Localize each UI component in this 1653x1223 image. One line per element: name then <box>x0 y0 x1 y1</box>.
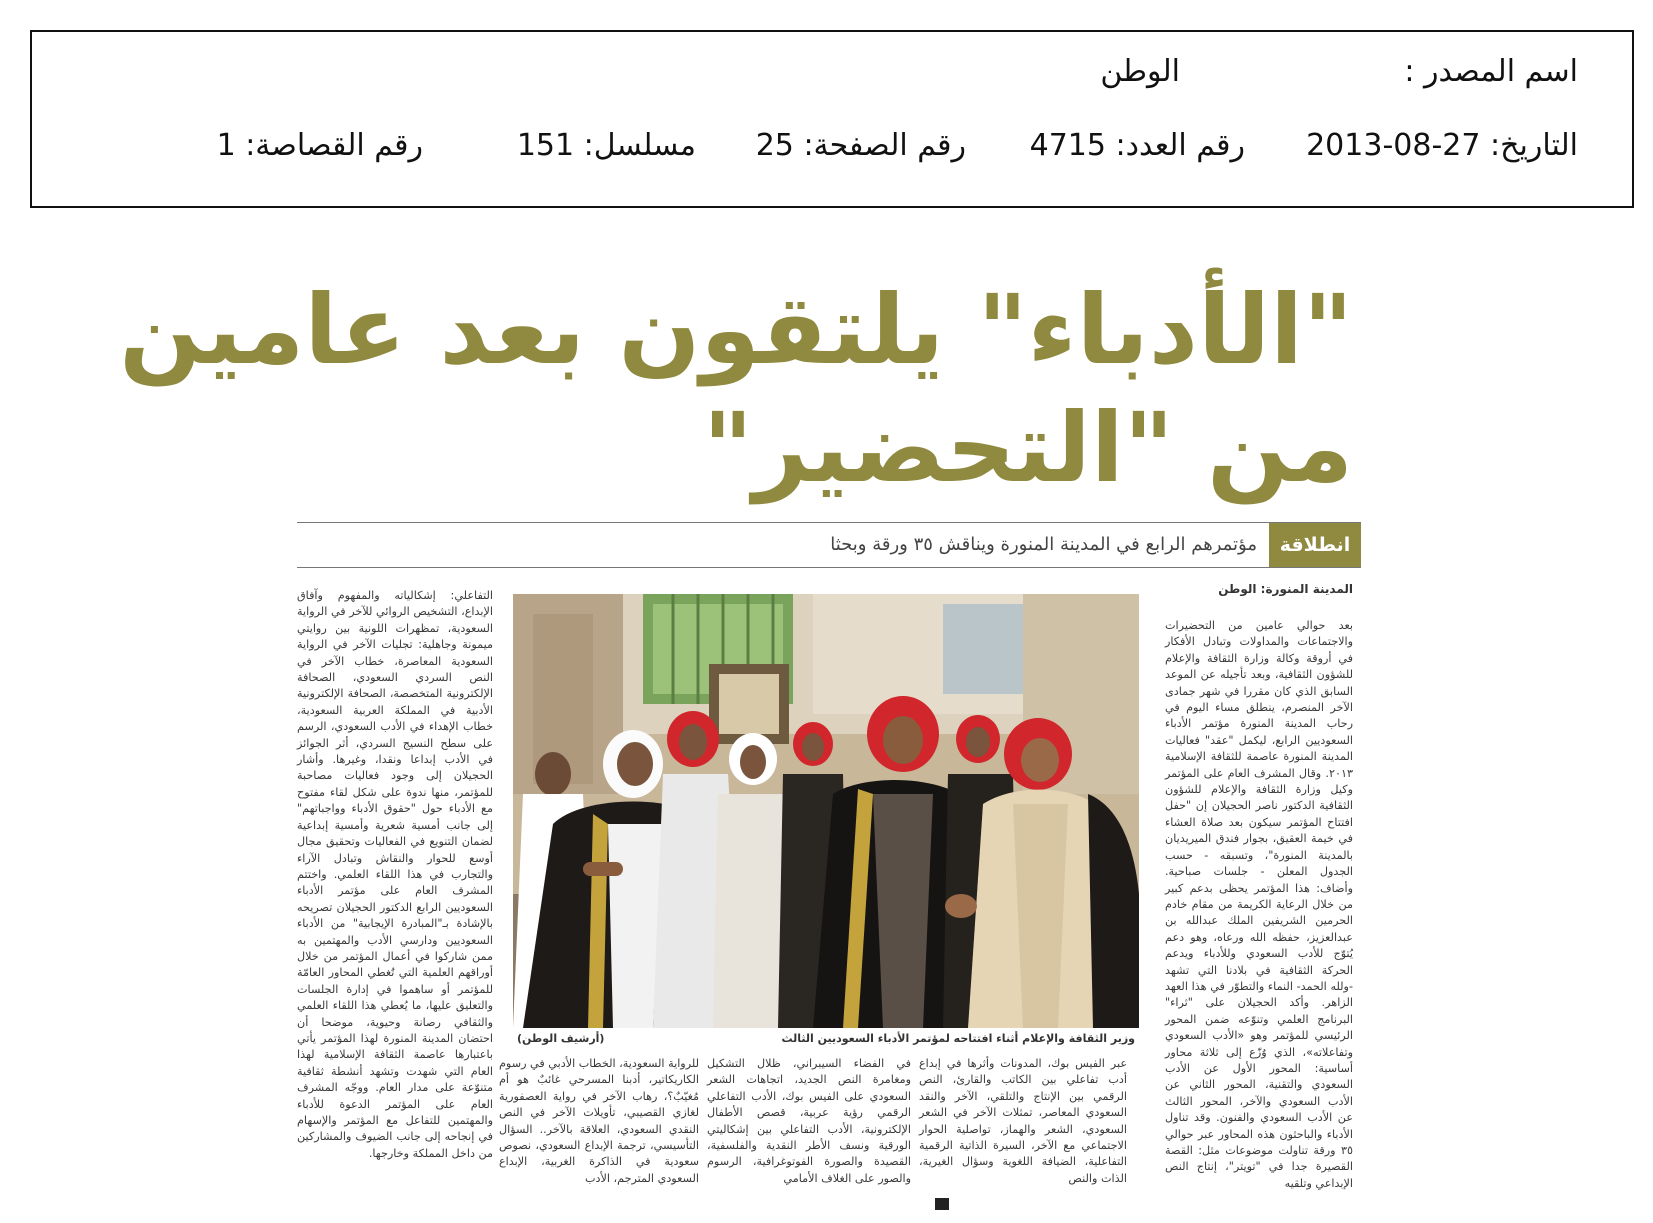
source-value: الوطن <box>1100 54 1180 89</box>
kicker-label: انطلاقة <box>1269 523 1361 567</box>
meta-row <box>78 128 1578 168</box>
source-label: اسم المصدر : <box>1404 54 1578 89</box>
column-text: بعد حوالي عامين من التحضيرات والاجتماعات والمداولات وتبادل الأفكار في أروقة وكالة وزارة الثقافة والإعلام للشؤون الثقافية، وبعد تأجيله عن الموعد السابق الذي كان مقررا في شهر جمادى الآخر المنصرم، ينطلق مساء اليوم في رحاب المدينة المنورة مؤتمر الأدباء السعوديين الرابع، ليكمل "عقد" فعاليات المدينة المنورة عاصمة للثقافة الإسلامية ٢٠١٣. وقال المشرف العام على المؤتمر وكيل وزارة الثقافة والإعلام للشؤون الثقافية الدكتور ناصر الحجيلان إن "حفل افتتاح المؤتمر سيكون بعد صلاة العشاء في خيمة العقيق، بجوار فندق الميريديان بالمدينة المنورة"، وتسبقه - حسب الجدول المعلن - جلسات صباحية. وأضاف: هذا المؤتمر يحظى بدعم كبير من خلال الرعاية الكريمة من مقام خادم الحرمين الشريفين الملك عبدالله بن عبدالعزيز، حفظه الله ورعاه، وهو دعم يُتوّج للأدب السعودي وللأدباء ويدعم الحركة الثقافية في بلادنا التي تشهد -ولله الحمد- النماء والتطوّر في هذا العهد الزاهر. وأكد الحجيلان على "ثراء" البرنامج العلمي وتنوّعه ضمن المحور الرئيسي للمؤتمر وهو «الأدب السعودي وتفاعلاته»، الذي وُزّع إلى ثلاثة محاور أساسية: المحور الأول عن الأدب السعودي والتقنية، المحور الثاني عن الأدب السعودي والآخر، المحور الثالث عن الأدب السعودي والفنون. وقد تناول الأدباء والباحثون هذه المحاور عبر حوالي ٣٥ ورقة تناولت موضوعات مثل: القصة القصيرة جدا في "تويتر"، إنتاج النص الإبداعي وتلقيه <box>1165 619 1353 1190</box>
column-text: في الفضاء السيبراني، ظلال التشكيل ومغامرة النص الجديد، اتجاهات الشعر السعودي على الفيس بوك، الأدب التفاعلي الرقمي رؤية عربية، قصص الأطفال الإلكترونية، الأدب التفاعلي بين إشكاليتي الورقية ونسف الأطر النقدية والفلسفية، القصيدة والصورة الفوتوغرافية، الرسوم والصور على الغلاف الأمامي <box>707 1057 911 1185</box>
column-text: للرواية السعودية، الخطاب الأدبي في رسوم الكاريكاتير، أدبنا المسرحي غائبٌ هو أم مُغيّبٌ؟، رهاب الآخر في رواية العصفورية لغازي القصيبي، تأويلات الآخر في النص النقدي السعودي، العلاقة بالآخر.. السؤال التأسيسي، ترجمة الإبداع السعودي، نصوص سعودية في الذاكرة الغربية، الإبداع السعودي المترجم، الأدب <box>499 1057 699 1185</box>
column-text: التفاعلي: إشكالياته والمفهوم وآفاق الإبداع، التشخيص الروائي للآخر في الرواية السعودية، تمظهرات اللونية بين روايتي ميمونة وجاهلية: تجليات الآخر في الرواية السعودية المعاصرة، خطاب الآخر في النص السردي السعودي، الصحافة الإلكترونية المتخصصة، الصحافة الإلكترونية الأدبية في المملكة العربية السعودية، خطاب الإهداء في الأدب السعودي، الرسم على سطح النسيج السردي، أثر الجوائز في الأدب إبداعا ونقدا، وغيرها. وأشار الحجيلان إلى وجود فعاليات مصاحبة للمؤتمر، منها ندوة على شكل لقاء مفتوح مع الأدباء حول "حقوق الأدباء وواجباتهم" إلى جانب أمسية شعرية وأمسية إبداعية لضمان التنويع في الفعاليات وتحقيق مجال أوسع للحوار والنقاش وتبادل الآراء والتجارب في هذا اللقاء العلمي. واختتم المشرف العام على مؤتمر الأدباء السعوديين الرابع الدكتور الحجيلان تصريحه بالإشادة بـ"المبادرة الإيجابية" من الأدباء السعوديين ودارسي الأدب والمهتمين به ممن شاركوا في أعمال المؤتمر من خلال أوراقهم العلمية التي تُغطي المحاور العامّة للمؤتمر أو ساهموا في إدارة الجلسات والتعليق عليها، ما يُعطي هذا اللقاء العلمي والثقافي رصانة وحيوية، موضحا أن احتضان المدينة المنورة لهذا المؤتمر يأتي باعتبارها عاصمة الثقافة الإسلامية لهذا العام التي شهدت وتشهد أنشطة ثقافية متنوّعة على مدار العام. ووجّه المشرف العام على المؤتمر الدعوة للأدباء والمهتمين للتفاعل مع المؤتمر والإسهام في إنجاحه إلى جانب الضيوف والمشاركين من داخل المملكة وخارجها. <box>297 589 493 1160</box>
source-row <box>78 54 1578 94</box>
date-field: التاريخ: 27-08-2013 <box>1306 128 1578 163</box>
photo-credit: (أرشيف الوطن) <box>517 1032 605 1045</box>
photo-illustration <box>513 594 1139 1028</box>
issue-field: رقم العدد: 4715 <box>1029 128 1245 163</box>
serial-field: مسلسل: 151 <box>516 128 696 163</box>
photo-caption <box>513 1028 1139 1050</box>
article-column-left <box>297 588 493 1190</box>
caption-text: وزير الثقافة والإعلام أثناء افتتاحه لمؤتمر الأدباء السعوديين الثالث <box>781 1032 1135 1045</box>
subheadline: مؤتمرهم الرابع في المدينة المنورة ويناقش ٣٥ ورقة وبحثا <box>830 534 1257 555</box>
headline-line-1: "الأدباء" يلتقون بعد عامين <box>119 274 1353 386</box>
column-text: عبر الفيس بوك، المدونات وأثرها في إبداع أدب تفاعلي بين الكاتب والقارئ، النص الرقمي بين الإنتاج والتلقي، الآخر والنقد السعودي المعاصر، تمثلات الآخر في الشعر السعودي، الشعر والهماز، تواصلية الحوار الاجتماعي مع الآخر، السيرة الذاتية الرقمية التفاعلية، الضيافة اللغوية وسؤال الغيرية، الذات والنص <box>919 1057 1127 1185</box>
page-field: رقم الصفحة: 25 <box>755 128 966 163</box>
article-column-bottom-1 <box>919 1056 1127 1206</box>
article-column-bottom-3 <box>499 1056 699 1206</box>
news-photo <box>513 594 1139 1028</box>
clipping-info-box <box>30 30 1634 208</box>
subheadline-bar <box>297 522 1361 568</box>
article-column-bottom-2 <box>707 1056 911 1206</box>
dateline: المدينة المنورة: الوطن <box>1218 582 1353 596</box>
cut-off-glyph <box>935 1198 949 1210</box>
newspaper-clipping <box>119 238 1363 1210</box>
article-column-right <box>1165 618 1353 1190</box>
headline-line-2: من "التحضير" <box>702 392 1353 504</box>
clip-number-field: رقم القصاصة: 1 <box>216 128 423 163</box>
